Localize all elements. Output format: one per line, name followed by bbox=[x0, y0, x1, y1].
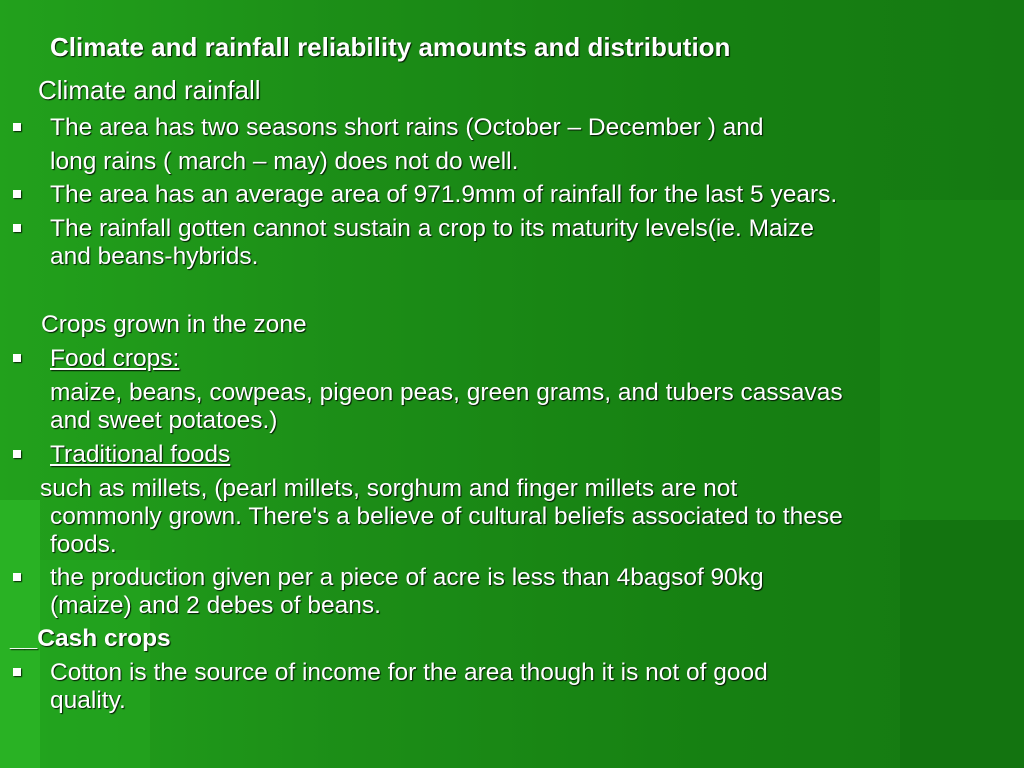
line-text: Cotton is the source of income for the area though it is not of good bbox=[50, 659, 768, 686]
square-bullet-icon bbox=[13, 668, 21, 676]
line-text: long rains ( march – may) does not do well. bbox=[50, 148, 519, 175]
slide-title-text: Climate and rainfall reliability amounts and distribution bbox=[50, 32, 731, 62]
square-bullet-icon bbox=[13, 450, 21, 458]
square-bullet-icon bbox=[13, 354, 21, 362]
line-text: and sweet potatoes.) bbox=[50, 407, 278, 434]
line-text: The area has two seasons short rains (October – December ) and bbox=[50, 114, 764, 141]
square-bullet-icon bbox=[13, 190, 21, 198]
line-text: __Cash crops bbox=[10, 625, 171, 652]
line-text: and beans-hybrids. bbox=[50, 243, 259, 270]
square-bullet-icon bbox=[13, 224, 21, 232]
line-text: (maize) and 2 debes of beans. bbox=[50, 592, 381, 619]
line-text: such as millets, (pearl millets, sorghum and finger millets are not bbox=[40, 475, 738, 502]
line-text: commonly grown. There's a believe of cultural beliefs associated to these bbox=[50, 503, 843, 530]
food-crops-heading: Food crops: bbox=[50, 345, 180, 372]
line-text: the production given per a piece of acre is less than 4bagsof 90kg bbox=[50, 564, 764, 591]
square-bullet-icon bbox=[13, 573, 21, 581]
line-text: quality. bbox=[50, 687, 126, 714]
line-text: The area has an average area of 971.9mm of rainfall for the last 5 years. bbox=[50, 181, 838, 208]
line-text: maize, beans, cowpeas, pigeon peas, green grams, and tubers cassavas bbox=[50, 379, 843, 406]
line-text: foods. bbox=[50, 531, 117, 558]
line-text: Crops grown in the zone bbox=[41, 311, 307, 338]
traditional-foods-heading: Traditional foods bbox=[50, 441, 231, 468]
line-text: The rainfall gotten cannot sustain a crop to its maturity levels(ie. Maize bbox=[50, 215, 814, 242]
slide-subtitle-text: Climate and rainfall bbox=[38, 75, 261, 105]
square-bullet-icon bbox=[13, 123, 21, 131]
